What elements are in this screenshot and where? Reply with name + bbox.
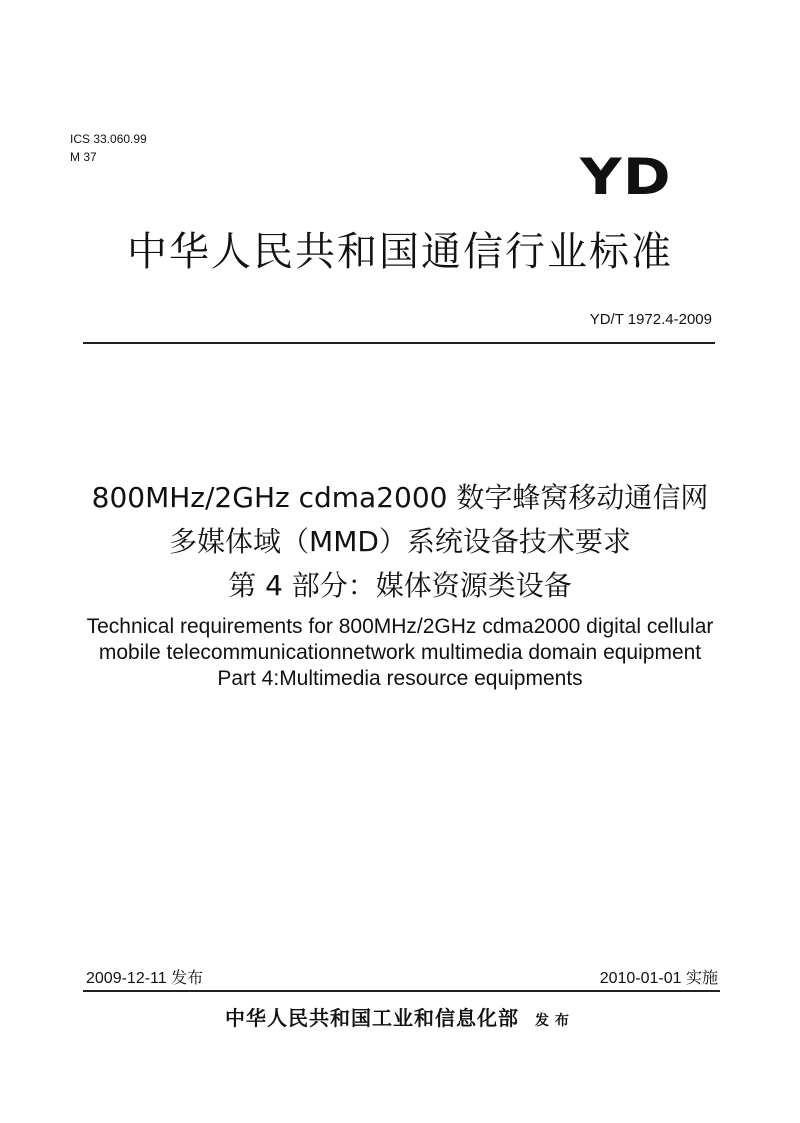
publisher-line (0, 1002, 800, 1031)
document-title (0, 476, 800, 692)
ics-code: ICS 33.060.99 (70, 132, 147, 146)
publisher-action: 发布 (535, 1013, 575, 1029)
title-zh-line-1: 800MHz/2GHz cdma2000 数字蜂窝移动通信网 (91, 481, 709, 514)
standard-category-title: 中华人民共和国通信行业标准 (127, 229, 673, 275)
title-zh-line-3: 第 4 部分：媒体资源类设备 (228, 569, 572, 602)
ccs-code: M 37 (70, 150, 97, 164)
standard-number: YD/T 1972.4-2009 (589, 311, 712, 328)
classification-codes (70, 130, 147, 166)
yd-logo: YD (580, 148, 672, 206)
title-en-line-2: mobile telecommunicationnetwork multimedia domain equipment (98, 641, 702, 664)
title-en-line-3: Part 4:Multimedia resource equipments (217, 667, 583, 690)
issue-date: 2009-12-11 发布 (86, 970, 204, 987)
implementation-date: 2010-01-01 实施 (599, 970, 718, 987)
title-zh-line-2: 多媒体域（MMD）系统设备技术要求 (169, 525, 631, 558)
top-divider (83, 342, 715, 344)
bottom-divider (83, 990, 720, 992)
publisher-name: 中华人民共和国工业和信息化部 (225, 1006, 519, 1030)
title-en-line-1: Technical requirements for 800MHz/2GHz cdma2000 digital cellular (86, 615, 714, 638)
